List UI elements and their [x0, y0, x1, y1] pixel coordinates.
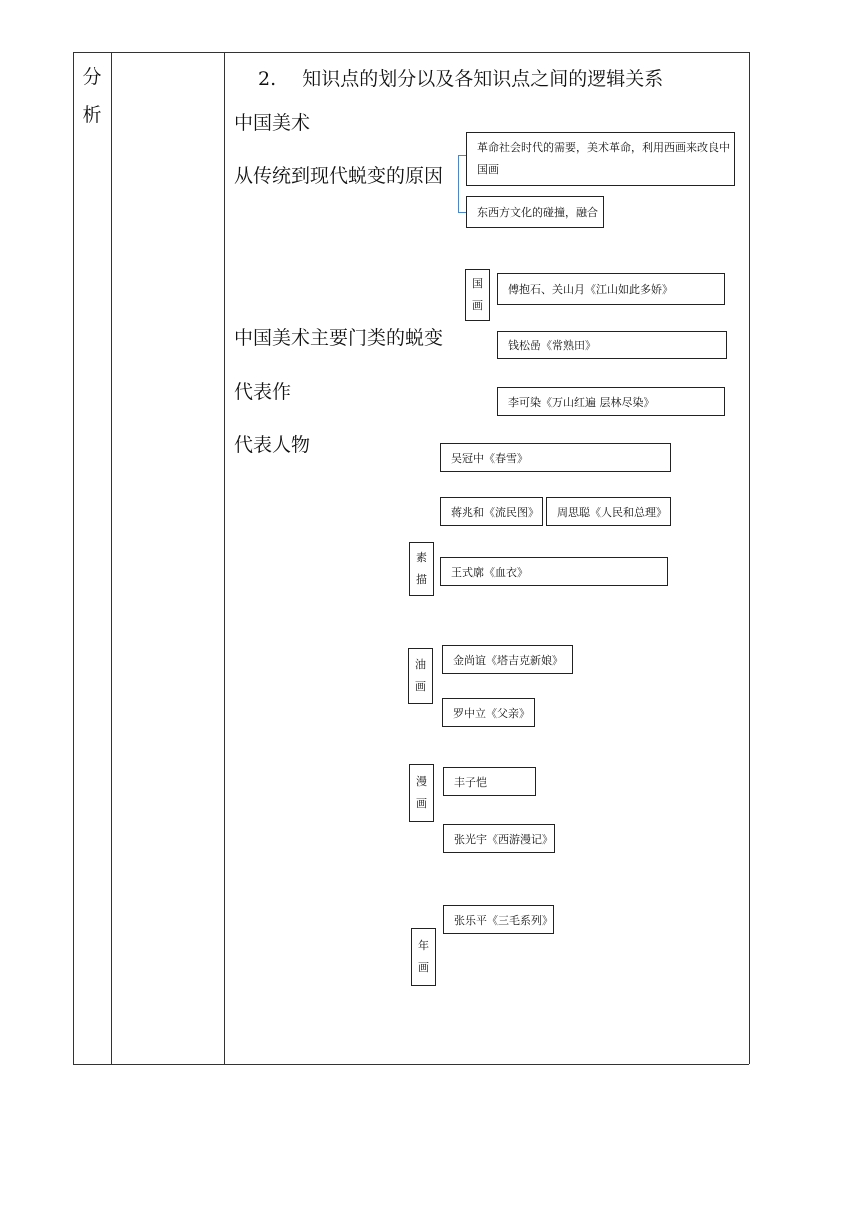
label-chinese-art: 中国美术: [234, 112, 311, 134]
category-char: 画: [418, 961, 429, 974]
work-box: 张光宇《西游漫记》: [443, 824, 555, 853]
reason-box: [466, 132, 735, 186]
work-box: 李可染《万山红遍 层林尽染》: [497, 387, 725, 416]
work-box: 钱松喦《常熟田》: [497, 331, 727, 359]
category-youhua: [408, 648, 433, 704]
category-sumiao: [409, 542, 434, 596]
heading-number: 2.: [258, 68, 277, 90]
category-char: 油: [415, 658, 426, 671]
table-top-border: [73, 52, 749, 53]
work-box: 丰子恺: [443, 767, 536, 796]
category-guohua: [465, 269, 490, 321]
table-divider-2: [224, 52, 225, 1064]
side-label-char: 分: [82, 66, 102, 88]
reason-box-line: 国画: [477, 163, 499, 176]
category-char: 素: [416, 551, 427, 564]
work-box: 吴冠中《春雪》: [440, 443, 671, 472]
label-people: 代表人物: [234, 434, 311, 456]
work-box: 傅抱石、关山月《江山如此多娇》: [497, 273, 725, 305]
category-char: 年: [418, 939, 429, 952]
section-heading: [258, 64, 663, 91]
work-box: 周思聪《人民和总理》: [546, 497, 671, 526]
work-box: 金尚谊《塔吉克新娘》: [442, 645, 573, 674]
table-divider-1: [111, 52, 112, 1064]
category-char: 画: [472, 299, 483, 312]
table-left-border: [73, 52, 74, 1064]
label-reason: 从传统到现代蜕变的原因: [234, 165, 444, 187]
category-char: 漫: [416, 775, 427, 788]
category-char: 国: [472, 277, 483, 290]
category-manhua: [409, 764, 434, 822]
category-char: 画: [416, 797, 427, 810]
table-bottom-border: [73, 1064, 749, 1065]
reason-box: 东西方文化的碰撞，融合: [466, 196, 604, 228]
work-box: 蒋兆和《流民图》: [440, 497, 543, 526]
side-label: [77, 58, 107, 134]
label-categories: 中国美术主要门类的蜕变: [234, 327, 444, 349]
table-right-border: [749, 52, 750, 1064]
category-nianhua: [411, 928, 436, 986]
work-box: 张乐平《三毛系列》: [443, 905, 554, 934]
work-box: 王式廓《血衣》: [440, 557, 668, 586]
heading-text: 知识点的划分以及各知识点之间的逻辑关系: [302, 68, 664, 90]
reason-box-line: 革命社会时代的需要，美术革命，利用西画来改良中: [477, 141, 730, 154]
work-box: 罗中立《父亲》: [442, 698, 535, 727]
category-char: 画: [415, 680, 426, 693]
label-works: 代表作: [234, 381, 292, 403]
category-char: 描: [416, 573, 427, 586]
side-label-char: 析: [82, 104, 102, 126]
